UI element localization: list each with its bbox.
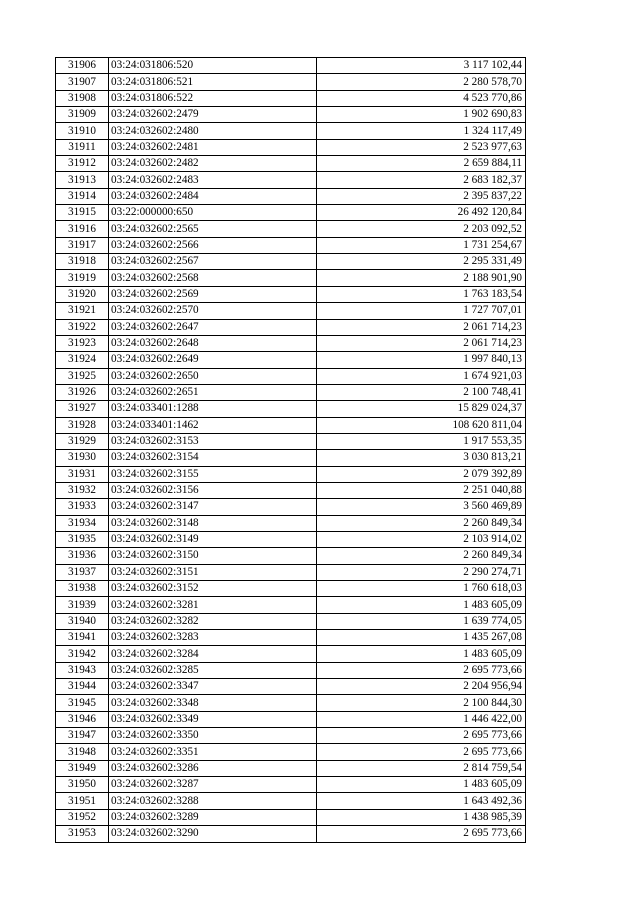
cadastral-number-cell: 03:24:032602:3154: [109, 450, 317, 466]
cadastral-number-cell: 03:24:032602:3347: [109, 679, 317, 695]
row-number-cell: 31912: [56, 156, 109, 172]
row-number-cell: 31906: [56, 58, 109, 74]
cadastral-number-cell: 03:24:032602:3351: [109, 744, 317, 760]
cadastral-value-cell: 2 280 578,70: [317, 74, 526, 90]
row-number-cell: 31913: [56, 172, 109, 188]
table-row: [56, 777, 526, 793]
row-number-cell: 31908: [56, 90, 109, 106]
cadastral-number-cell: 03:24:032602:3147: [109, 499, 317, 515]
cadastral-number-cell: 03:24:032602:3148: [109, 515, 317, 531]
cadastral-value-cell: 1 917 553,35: [317, 433, 526, 449]
cadastral-number-cell: 03:24:032602:3287: [109, 777, 317, 793]
cadastral-number-cell: 03:24:032602:2570: [109, 303, 317, 319]
table-row: [56, 531, 526, 547]
cadastral-number-cell: 03:24:032602:2483: [109, 172, 317, 188]
cadastral-value-cell: 2 290 274,71: [317, 564, 526, 580]
table-row: [56, 679, 526, 695]
table-row: [56, 384, 526, 400]
table-row: [56, 744, 526, 760]
cadastral-value-cell: 3 030 813,21: [317, 450, 526, 466]
cadastral-number-cell: 03:24:033401:1288: [109, 401, 317, 417]
row-number-cell: 31917: [56, 237, 109, 253]
cadastral-number-cell: 03:24:032602:3156: [109, 482, 317, 498]
table-row: [56, 466, 526, 482]
table-row: [56, 515, 526, 531]
cadastral-number-cell: 03:24:033401:1462: [109, 417, 317, 433]
cadastral-value-cell: 2 061 714,23: [317, 319, 526, 335]
cadastral-value-cell: 15 829 024,37: [317, 401, 526, 417]
row-number-cell: 31948: [56, 744, 109, 760]
row-number-cell: 31947: [56, 728, 109, 744]
cadastral-value-cell: 2 251 040,88: [317, 482, 526, 498]
cadastral-value-cell: 1 483 605,09: [317, 646, 526, 662]
cadastral-value-cell: 2 100 844,30: [317, 695, 526, 711]
cadastral-value-cell: 1 760 618,03: [317, 581, 526, 597]
cadastral-number-cell: 03:24:032602:2480: [109, 123, 317, 139]
cadastral-number-cell: 03:24:032602:2649: [109, 352, 317, 368]
row-number-cell: 31930: [56, 450, 109, 466]
cadastral-number-cell: 03:24:032602:2482: [109, 156, 317, 172]
table-row: [56, 630, 526, 646]
cadastral-number-cell: 03:24:032602:2650: [109, 368, 317, 384]
cadastral-value-cell: 3 117 102,44: [317, 58, 526, 74]
cadastral-value-cell: 1 902 690,83: [317, 107, 526, 123]
row-number-cell: 31943: [56, 662, 109, 678]
row-number-cell: 31928: [56, 417, 109, 433]
table-row: [56, 450, 526, 466]
cadastral-number-cell: 03:24:031806:520: [109, 58, 317, 74]
row-number-cell: 31935: [56, 531, 109, 547]
table-row: [56, 335, 526, 351]
cadastral-value-cell: 2 260 849,34: [317, 515, 526, 531]
row-number-cell: 31934: [56, 515, 109, 531]
table-row: [56, 139, 526, 155]
row-number-cell: 31942: [56, 646, 109, 662]
cadastral-value-cell: 2 295 331,49: [317, 254, 526, 270]
cadastral-number-cell: 03:24:032602:2481: [109, 139, 317, 155]
table-row: [56, 221, 526, 237]
row-number-cell: 31953: [56, 826, 109, 842]
cadastral-number-cell: 03:24:032602:3283: [109, 630, 317, 646]
cadastral-number-cell: 03:24:032602:3285: [109, 662, 317, 678]
table-row: [56, 499, 526, 515]
row-number-cell: 31936: [56, 548, 109, 564]
table-row: [56, 74, 526, 90]
row-number-cell: 31920: [56, 286, 109, 302]
cadastral-value-cell: 1 639 774,05: [317, 613, 526, 629]
table-row: [56, 433, 526, 449]
cadastral-number-cell: 03:24:032602:3290: [109, 826, 317, 842]
cadastral-value-cell: 26 492 120,84: [317, 205, 526, 221]
row-number-cell: 31926: [56, 384, 109, 400]
cadastral-number-cell: 03:24:032602:3286: [109, 760, 317, 776]
row-number-cell: 31932: [56, 482, 109, 498]
cadastral-value-cell: 1 446 422,00: [317, 711, 526, 727]
cadastral-number-cell: 03:24:032602:3350: [109, 728, 317, 744]
table-row: [56, 303, 526, 319]
cadastral-value-cell: 2 061 714,23: [317, 335, 526, 351]
cadastral-value-cell: 2 103 914,02: [317, 531, 526, 547]
table-row: [56, 548, 526, 564]
row-number-cell: 31940: [56, 613, 109, 629]
table-row: [56, 695, 526, 711]
cadastral-value-cell: 1 731 254,67: [317, 237, 526, 253]
cadastral-value-cell: 1 435 267,08: [317, 630, 526, 646]
cadastral-number-cell: 03:24:032602:3150: [109, 548, 317, 564]
cadastral-number-cell: 03:24:032602:3282: [109, 613, 317, 629]
cadastral-value-cell: 108 620 811,04: [317, 417, 526, 433]
cadastral-value-cell: 2 523 977,63: [317, 139, 526, 155]
cadastral-number-cell: 03:24:032602:3152: [109, 581, 317, 597]
table-row: [56, 188, 526, 204]
table-row: [56, 728, 526, 744]
cadastral-value-cell: 3 560 469,89: [317, 499, 526, 515]
table-body: [56, 58, 526, 843]
table-row: [56, 58, 526, 74]
table-row: [56, 662, 526, 678]
cadastral-value-cell: 1 674 921,03: [317, 368, 526, 384]
row-number-cell: 31937: [56, 564, 109, 580]
row-number-cell: 31925: [56, 368, 109, 384]
row-number-cell: 31921: [56, 303, 109, 319]
row-number-cell: 31933: [56, 499, 109, 515]
table-row: [56, 401, 526, 417]
cadastral-number-cell: 03:24:032602:2651: [109, 384, 317, 400]
row-number-cell: 31918: [56, 254, 109, 270]
table-row: [56, 319, 526, 335]
cadastral-value-cell: 1 483 605,09: [317, 597, 526, 613]
cadastral-value-cell: 1 643 492,36: [317, 793, 526, 809]
cadastral-value-cell: 4 523 770,86: [317, 90, 526, 106]
table-row: [56, 613, 526, 629]
row-number-cell: 31931: [56, 466, 109, 482]
row-number-cell: 31916: [56, 221, 109, 237]
cadastral-value-cell: 2 695 773,66: [317, 744, 526, 760]
cadastral-value-cell: 2 659 884,11: [317, 156, 526, 172]
table-row: [56, 90, 526, 106]
row-number-cell: 31949: [56, 760, 109, 776]
row-number-cell: 31915: [56, 205, 109, 221]
cadastral-value-cell: 2 203 092,52: [317, 221, 526, 237]
cadastral-value-cell: 2 079 392,89: [317, 466, 526, 482]
table-row: [56, 793, 526, 809]
cadastral-value-cell: 2 814 759,54: [317, 760, 526, 776]
cadastral-number-cell: 03:24:032602:3349: [109, 711, 317, 727]
table-row: [56, 172, 526, 188]
table-row: [56, 826, 526, 842]
table-row: [56, 417, 526, 433]
row-number-cell: 31923: [56, 335, 109, 351]
table-row: [56, 205, 526, 221]
row-number-cell: 31914: [56, 188, 109, 204]
cadastral-value-cell: 2 695 773,66: [317, 826, 526, 842]
row-number-cell: 31950: [56, 777, 109, 793]
table-row: [56, 597, 526, 613]
cadastral-number-cell: 03:24:032602:2567: [109, 254, 317, 270]
cadastral-value-cell: 1 997 840,13: [317, 352, 526, 368]
cadastral-number-cell: 03:24:031806:521: [109, 74, 317, 90]
table-row: [56, 711, 526, 727]
cadastral-value-cell: 1 763 183,54: [317, 286, 526, 302]
table-row: [56, 156, 526, 172]
cadastral-value-cell: 1 438 985,39: [317, 809, 526, 825]
cadastral-number-cell: 03:24:032602:2648: [109, 335, 317, 351]
cadastral-number-cell: 03:24:032602:3289: [109, 809, 317, 825]
table-row: [56, 646, 526, 662]
cadastral-number-cell: 03:24:032602:3149: [109, 531, 317, 547]
cadastral-number-cell: 03:24:032602:2484: [109, 188, 317, 204]
table-row: [56, 482, 526, 498]
row-number-cell: 31945: [56, 695, 109, 711]
cadastral-number-cell: 03:24:032602:3155: [109, 466, 317, 482]
table-row: [56, 809, 526, 825]
cadastral-value-cell: 2 683 182,37: [317, 172, 526, 188]
row-number-cell: 31946: [56, 711, 109, 727]
row-number-cell: 31939: [56, 597, 109, 613]
cadastral-number-cell: 03:24:032602:2647: [109, 319, 317, 335]
row-number-cell: 31909: [56, 107, 109, 123]
table-row: [56, 581, 526, 597]
row-number-cell: 31941: [56, 630, 109, 646]
table-row: [56, 368, 526, 384]
row-number-cell: 31951: [56, 793, 109, 809]
cadastral-value-cell: 2 395 837,22: [317, 188, 526, 204]
cadastral-number-cell: 03:24:032602:2479: [109, 107, 317, 123]
row-number-cell: 31924: [56, 352, 109, 368]
row-number-cell: 31952: [56, 809, 109, 825]
cadastral-value-cell: 2 204 956,94: [317, 679, 526, 695]
row-number-cell: 31911: [56, 139, 109, 155]
cadastral-number-cell: 03:24:032602:3284: [109, 646, 317, 662]
cadastral-number-cell: 03:22:000000:650: [109, 205, 317, 221]
row-number-cell: 31927: [56, 401, 109, 417]
cadastral-value-cell: 2 695 773,66: [317, 728, 526, 744]
table-row: [56, 564, 526, 580]
table-row: [56, 107, 526, 123]
cadastral-number-cell: 03:24:032602:3281: [109, 597, 317, 613]
table-row: [56, 270, 526, 286]
cadastral-number-cell: 03:24:032602:2565: [109, 221, 317, 237]
cadastral-number-cell: 03:24:032602:2568: [109, 270, 317, 286]
row-number-cell: 31907: [56, 74, 109, 90]
cadastral-value-cell: 2 188 901,90: [317, 270, 526, 286]
cadastral-value-cell: 1 483 605,09: [317, 777, 526, 793]
table-row: [56, 760, 526, 776]
cadastral-value-cell: 1 324 117,49: [317, 123, 526, 139]
row-number-cell: 31910: [56, 123, 109, 139]
row-number-cell: 31929: [56, 433, 109, 449]
cadastral-number-cell: 03:24:032602:3153: [109, 433, 317, 449]
table-row: [56, 237, 526, 253]
table-row: [56, 352, 526, 368]
row-number-cell: 31919: [56, 270, 109, 286]
cadastral-value-cell: 1 727 707,01: [317, 303, 526, 319]
row-number-cell: 31922: [56, 319, 109, 335]
row-number-cell: 31938: [56, 581, 109, 597]
cadastral-value-cell: 2 100 748,41: [317, 384, 526, 400]
cadastral-number-cell: 03:24:032602:3288: [109, 793, 317, 809]
row-number-cell: 31944: [56, 679, 109, 695]
cadastral-number-cell: 03:24:032602:2569: [109, 286, 317, 302]
table-row: [56, 286, 526, 302]
table-row: [56, 123, 526, 139]
cadastral-number-cell: 03:24:032602:3348: [109, 695, 317, 711]
cadastral-value-cell: 2 695 773,66: [317, 662, 526, 678]
cadastral-number-cell: 03:24:032602:3151: [109, 564, 317, 580]
cadastral-value-cell: 2 260 849,34: [317, 548, 526, 564]
cadastral-number-cell: 03:24:031806:522: [109, 90, 317, 106]
cadastral-value-table: [55, 57, 526, 843]
cadastral-number-cell: 03:24:032602:2566: [109, 237, 317, 253]
table-row: [56, 254, 526, 270]
